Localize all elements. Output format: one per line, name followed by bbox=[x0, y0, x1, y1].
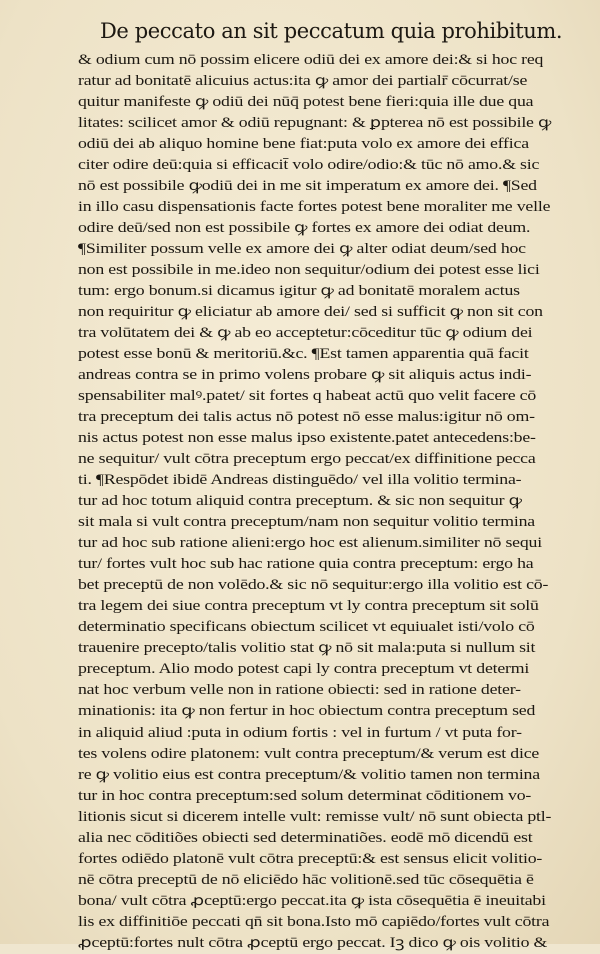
text-line: determinatio specificans obiectum scilicet vt equiualet isti/volo cō bbox=[78, 619, 535, 636]
text-line: andreas contra se in primo volens probare ꝙ sit aliquis actus indi- bbox=[78, 367, 532, 384]
text-line: ꝓceptū:fortes nult cōtra ꝓceptū ergo peccat. Iꝫ dico ꝙ ois volitio & bbox=[78, 934, 548, 951]
text-line: tur in hoc contra preceptum:sed solum determinat cōditionem vo- bbox=[78, 787, 532, 804]
text-line: nē cōtra preceptū de nō eliciēdo hāc volitionē.sed tūc cōsequētia ē bbox=[78, 871, 534, 888]
text-line: litates: scilicet amor & odiū repugnant: & ꝑpterea nō est possibile ꝙ bbox=[78, 115, 552, 132]
text-line: nis actus potest non esse malus ipso existente.patet antecedens:be- bbox=[78, 430, 536, 447]
body-text bbox=[78, 50, 572, 954]
text-line: ratur ad bonitatē alicuius actus:ita ꝙ amor dei partialr̄ cōcurrat/se bbox=[78, 73, 528, 90]
text-line: sit mala si vult contra preceptum/nam non sequitur volitio termina bbox=[78, 514, 535, 531]
text-line: odiū dei ab aliquo homine bene fiat:puta volo ex amore dei effica bbox=[78, 136, 529, 153]
text-line: in illo casu dispensationis facte fortes potest bene moraliter me velle bbox=[78, 199, 551, 216]
text-line: ti. ¶Respōdet ibidē Andreas distinguēdo/ vel illa volitio termina- bbox=[78, 472, 522, 489]
text-line: tur ad hoc totum aliquid contra preceptum. & sic non sequitur ꝙ bbox=[78, 493, 522, 510]
text-line: trauenire precepto/talis volitio stat ꝙ nō sit mala:puta si nullum sit bbox=[78, 640, 536, 657]
text-line: citer odire deū:quia si efficacit̄ volo odire/odio:& tūc nō amo.& sic bbox=[78, 157, 540, 174]
text-line: tra volūtatem dei & ꝙ ab eo acceptetur:cōceditur tūc ꝙ odium dei bbox=[78, 325, 533, 342]
text-line: quitur manifeste ꝙ odiū dei nūq̄ potest bene fieri:quia ille due qua bbox=[78, 94, 534, 111]
text-line: tra legem dei siue contra preceptum vt ly contra preceptum sit solū bbox=[78, 598, 539, 615]
text-line: nat hoc verbum velle non in ratione obiecti: sed in ratione deter- bbox=[78, 682, 521, 699]
text-line: tum: ergo bonum.si dicamus igitur ꝙ ad bonitatē moralem actus bbox=[78, 283, 520, 300]
text-line: alia nec cōditiões obiecti sed determinatiões. eodē mō dicendū est bbox=[78, 829, 533, 846]
text-line: odire deū/sed non est possibile ꝙ fortes ex amore dei odiat deum. bbox=[78, 220, 531, 237]
text-line: potest esse bonū & meritoriū.&c. ¶Est tamen apparentia quā facit bbox=[78, 346, 529, 363]
text-line: fortes odiēdo platonē vult cōtra preceptū:& est sensus elicit volitio- bbox=[78, 850, 543, 867]
text-line: re ꝙ volitio eius est contra preceptum/& volitio tamen non termina bbox=[78, 766, 540, 783]
text-line: ¶Similiter possum velle ex amore dei ꝙ alter odiat deum/sed hoc bbox=[78, 241, 526, 258]
text-line: nō est possibile ꝙodiū dei in me sit imperatum ex amore dei. ¶Sed bbox=[78, 178, 537, 195]
text-line: litionis sicut si dicerem intelle vult: remisse vult/ nō sunt obiecta ptl- bbox=[78, 808, 552, 825]
text-line: tur/ fortes vult hoc sub hac ratione quia contra preceptum: ergo ha bbox=[78, 556, 534, 573]
text-line: spensabiliter malꝰ.patet/ sit fortes q habeat actū quo velit facere cō bbox=[78, 388, 537, 405]
text-line: bona/ vult cōtra ꝓceptū:ergo peccat.ita ꝙ ista cōsequētia ē ineuitabi bbox=[78, 892, 546, 909]
text-line: non est possibile in me.ideo non sequitur/odium dei potest esse lici bbox=[78, 262, 540, 279]
text-line: tes volens odire platonem: vult contra preceptum/& verum est dice bbox=[78, 745, 540, 762]
text-line: preceptum. Alio modo potest capi ly contra preceptum vt determi bbox=[78, 661, 530, 678]
text-line: bet preceptū de non volēdo.& sic nō sequitur:ergo illa volitio est cō- bbox=[78, 577, 549, 594]
text-line: minationis: ita ꝙ non fertur in hoc obiectum contra preceptum sed bbox=[78, 703, 536, 720]
text-line: ne sequitur/ vult cōtra preceptum ergo peccat/ex diffinitione pecca bbox=[78, 451, 536, 468]
text-line: in aliquid aliud :puta in odium fortis : vel in furtum / vt puta for- bbox=[78, 724, 522, 741]
text-line: lis ex diffinitiōe peccati qn̄ sit bona.Isto mō capiēdo/fortes vult cōtra bbox=[78, 913, 550, 930]
text-line: tur ad hoc sub ratione alieni:ergo hoc est alienum.similiter nō sequi bbox=[78, 535, 542, 552]
page-heading: De peccato an sit peccatum quia prohibitum. bbox=[100, 19, 563, 43]
text-line: tra preceptum dei talis actus nō potest nō esse malus:igitur nō om- bbox=[78, 409, 535, 426]
text-line: non requiritur ꝙ eliciatur ab amore dei/ sed si sufficit ꝙ non sit con bbox=[78, 304, 543, 321]
text-line: & odium cum nō possim elicere odiū dei ex amore dei:& si hoc req bbox=[78, 52, 544, 68]
